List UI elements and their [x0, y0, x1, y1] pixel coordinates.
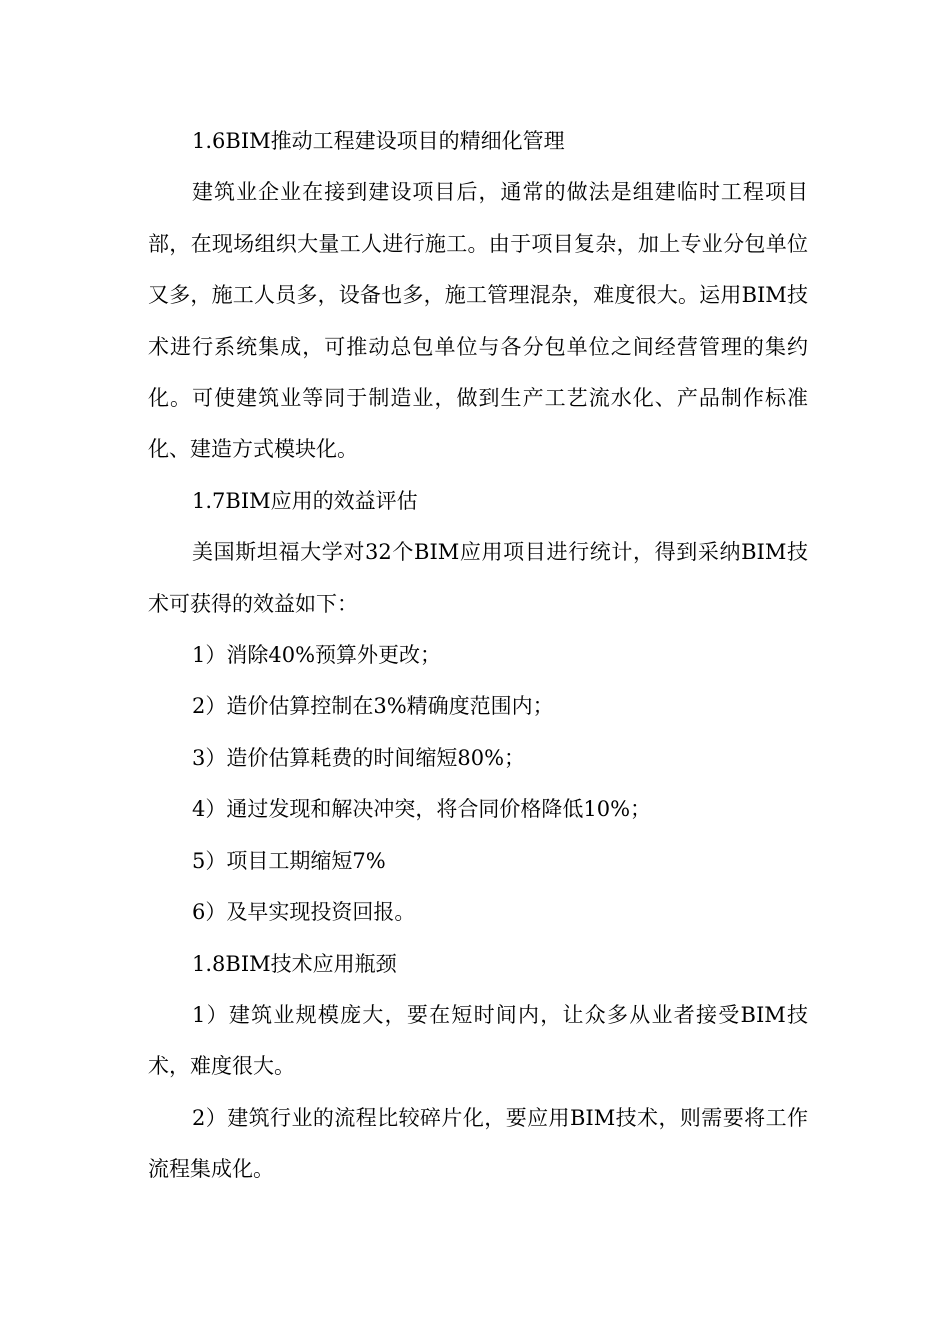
- section-heading-1-6: 1.6BIM推动工程建设项目的精细化管理: [192, 129, 565, 153]
- list-item-benefit-1: 1）消除40%预算外更改；: [192, 643, 442, 668]
- list-item-bottleneck-2: 2）建筑行业的流程比较碎片化，要应用BIM技术，则需要将工作流程集成化。: [148, 1105, 808, 1182]
- list-item-benefit-2: 2）造价估算控制在3%精确度范围内；: [192, 694, 554, 719]
- list-item-benefit-6: 6）及早实现投资回报。: [192, 900, 416, 925]
- section-heading-1-7: 1.7BIM应用的效益评估: [192, 488, 418, 513]
- document-body: [148, 116, 808, 1196]
- paragraph-stanford-study: 美国斯坦福大学对32个BIM应用项目进行统计，得到采纳BIM技术可获得的效益如下：: [148, 540, 808, 616]
- list-item-benefit-3: 3）造价估算耗费的时间缩短80%；: [192, 745, 526, 770]
- section-heading-1-8: 1.8BIM技术应用瓶颈: [192, 951, 397, 976]
- list-item-benefit-5: 5）项目工期缩短7%: [192, 848, 386, 873]
- list-item-bottleneck-1: 1）建筑业规模庞大，要在短时间内，让众多从业者接受BIM技术，难度很大。: [148, 1002, 808, 1079]
- list-item-benefit-4: 4）通过发现和解决冲突，将合同价格降低10%；: [192, 797, 652, 822]
- paragraph-project-management: 建筑业企业在接到建设项目后，通常的做法是组建临时工程项目部，在现场组织大量工人进行施工。由于项目复杂，加上专业分包单位又多，施工人员多，设备也多，施工管理混杂，难度很大。运用BIM技术进行系统集成，可推动总包单位与各分包单位之间经营管理的集约化。可使建筑业等同于制造业，做到生产工艺流水化、产品制作标准化、建造方式模块化。: [148, 180, 808, 462]
